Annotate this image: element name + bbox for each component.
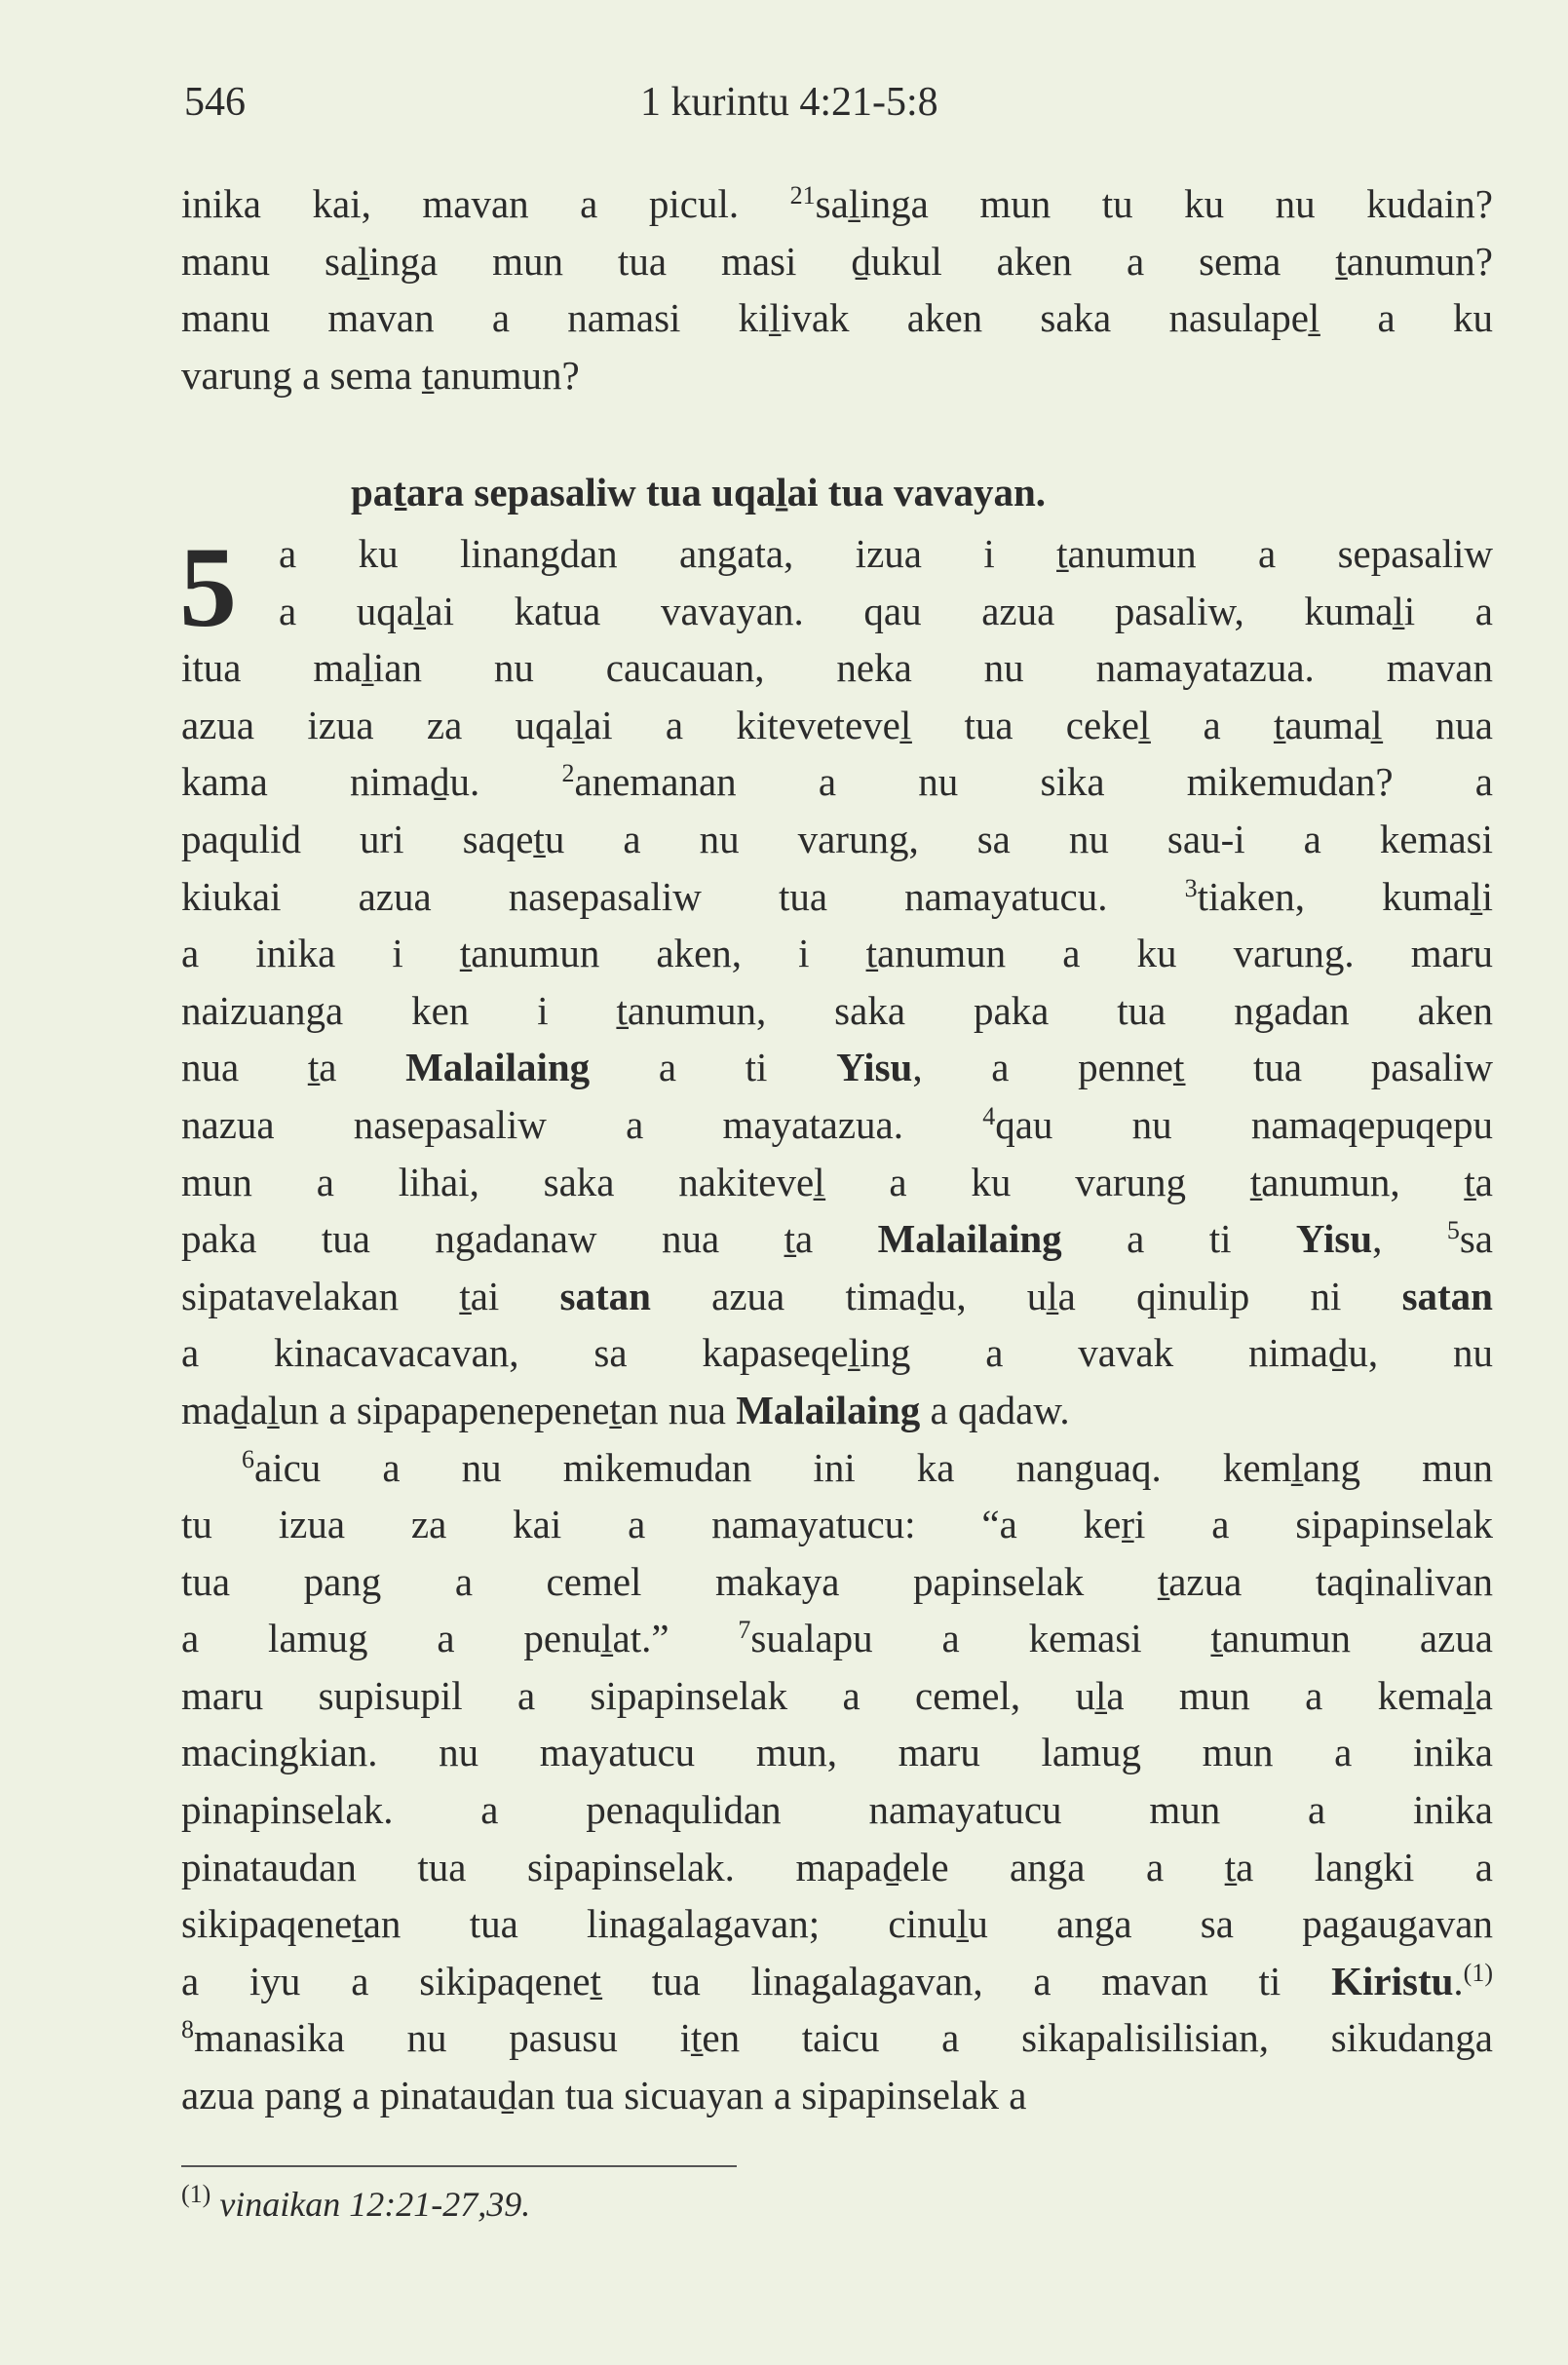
- text-run: .: [1453, 1958, 1464, 2003]
- text-run: pinataudan tua sipapinselak. mapaḏele anga a ṯa langki a: [181, 1844, 1493, 1889]
- text-run: , a penneṯ tua pasaliw: [912, 1045, 1493, 1090]
- text-line: [181, 2009, 1493, 2067]
- section-heading: paṯara sepasaliw tua uqaḻai tua vavayan.: [351, 470, 1047, 515]
- text-run: a lamug a penuḻat.”: [181, 1616, 739, 1661]
- text-line: [181, 347, 1493, 404]
- text-run: kiukai azua nasepasaliw tua namayatucu.: [181, 873, 1185, 919]
- text-line: [181, 1610, 1493, 1667]
- text-line: [181, 1724, 1493, 1781]
- text-line: [181, 1268, 1493, 1325]
- text-run: a ku linangdan angata, izua i ṯanumun a sepasaliw: [279, 531, 1493, 576]
- text-run: varung a sema ṯanumun?: [181, 352, 580, 398]
- bold-term: Kiristu: [1331, 1958, 1454, 2003]
- text-line: [181, 811, 1493, 868]
- text-line: [181, 639, 1493, 697]
- verse-number: (1): [1463, 1958, 1493, 1987]
- bold-term: Yisu: [836, 1045, 913, 1090]
- text-run: manu saḻinga mun tua masi ḏukul aken a sema ṯanumun?: [181, 238, 1493, 284]
- bold-term: satan: [559, 1273, 651, 1318]
- bold-term: Malailaing: [877, 1216, 1062, 1262]
- text-run: anemanan a nu sika mikemudan? a: [574, 759, 1493, 805]
- footnote-marker: (1): [181, 2180, 211, 2208]
- text-run: maru supisupil a sipapinselak a cemel, uḻa mun a kemaḻa: [181, 1672, 1493, 1718]
- text-line: [181, 925, 1493, 982]
- text-run: a inika i ṯanumun aken, i ṯanumun a ku varung. maru: [181, 931, 1493, 976]
- text-run: maḏaḻun a sipapapenepeneṯan nua: [181, 1387, 737, 1432]
- text-run: nazua nasepasaliw a mayatazua.: [181, 1101, 983, 1147]
- chapter-number: 5: [179, 523, 237, 651]
- text-run: azua pang a pinatauḏan tua sicuayan a sipapinselak a: [181, 2073, 1027, 2118]
- text-line: [181, 1496, 1493, 1553]
- footnote: [181, 2181, 530, 2228]
- text-run: sualapu a kemasi ṯanumun azua: [750, 1616, 1493, 1661]
- verse-number: 4: [982, 1101, 996, 1130]
- text-line: [181, 753, 1493, 811]
- text-line: [181, 868, 1493, 926]
- text-run: pinapinselak. a penaqulidan namayatucu mun a inika: [181, 1787, 1493, 1833]
- text-line: [181, 1210, 1493, 1268]
- text-run: ,: [1372, 1216, 1447, 1262]
- text-run: tiaken, kumaḻi: [1197, 873, 1493, 919]
- text-run: nua ṯa: [181, 1045, 406, 1090]
- text-line: [181, 697, 1493, 754]
- text-line: [181, 1953, 1493, 2010]
- text-line: [181, 1324, 1493, 1382]
- text-line: [181, 175, 1493, 233]
- text-run: a kinacavacavan, sa kapaseqeḻing a vavak nimaḏu, nu: [181, 1330, 1493, 1376]
- text-run: mun a lihai, saka nakiteveḻ a ku varung ṯanumun, ṯa: [181, 1159, 1493, 1204]
- text-line: [181, 289, 1493, 347]
- text-line: [181, 1382, 1493, 1439]
- text-line: [181, 2067, 1493, 2124]
- text-run: manu mavan a namasi kiḻivak aken saka nasulapeḻ a ku: [181, 295, 1493, 341]
- bold-term: Malailaing: [405, 1045, 591, 1090]
- verse-number: 7: [738, 1616, 751, 1645]
- text-line: [181, 1781, 1493, 1839]
- page-number: 546: [184, 80, 246, 125]
- text-line: [181, 1154, 1493, 1211]
- text-run: manasika nu pasusu iṯen taicu a sikapalisilisian, sikudanga: [194, 2015, 1493, 2061]
- verse-number: 5: [1446, 1216, 1460, 1245]
- text-line: [181, 1439, 1493, 1497]
- footnote-divider: [181, 2165, 737, 2167]
- chapter-text: [181, 525, 1493, 2124]
- text-line: [181, 982, 1493, 1040]
- text-run: kama nimaḏu.: [181, 759, 562, 805]
- verse-number: 8: [181, 2015, 194, 2044]
- text-run: a iyu a sikipaqeneṯ tua linagalagavan, a mavan ti: [181, 1958, 1332, 2003]
- text-run: a ti: [1061, 1216, 1296, 1262]
- verse-number: 21: [789, 181, 816, 210]
- text-run: saḻinga mun tu ku nu kudain?: [815, 181, 1493, 226]
- text-line: [181, 1839, 1493, 1896]
- text-run: aicu a nu mikemudan ini ka nanguaq. kemḻang mun: [254, 1444, 1493, 1490]
- text-run: itua maḻian nu caucauan, neka nu namayatazua. mavan: [181, 645, 1493, 691]
- text-line: [181, 1096, 1493, 1154]
- bold-term: satan: [1401, 1273, 1493, 1318]
- text-run: macingkian. nu mayatucu mun, maru lamug mun a inika: [181, 1730, 1493, 1775]
- verse-number: 6: [242, 1444, 254, 1473]
- text-run: a uqaḻai katua vavayan. qau azua pasaliw, kumaḻi a: [279, 588, 1493, 633]
- running-title: 1 kurintu 4:21-5:8: [640, 80, 938, 125]
- text-run: paqulid uri saqeṯu a nu varung, sa nu sau-i a kemasi: [181, 816, 1493, 861]
- text-run: tu izua za kai a namayatucu: “a keṟi a sipapinselak: [181, 1502, 1493, 1547]
- text-line: [181, 1553, 1493, 1611]
- bold-term: Malailaing: [736, 1387, 921, 1432]
- text-run: sipatavelakan ṯai: [181, 1273, 560, 1318]
- text-line: [181, 1895, 1493, 1953]
- text-line: [181, 583, 1493, 640]
- text-run: tua pang a cemel makaya papinselak ṯazua taqinalivan: [181, 1558, 1493, 1604]
- text-run: paka tua ngadanaw nua ṯa: [181, 1216, 878, 1262]
- text-run: sa: [1459, 1216, 1493, 1262]
- text-line: [181, 1039, 1493, 1096]
- text-line: [181, 233, 1493, 290]
- text-line: [181, 1667, 1493, 1725]
- text-run: azua timaḏu, uḻa qinulip ni: [650, 1273, 1402, 1318]
- text-run: a qadaw.: [920, 1387, 1070, 1432]
- paragraph-continuation: [181, 175, 1493, 403]
- footnote-text: vinaikan 12:21-27,39.: [219, 2185, 531, 2224]
- text-run: azua izua za uqaḻai a kiteveteveḻ tua cekeḻ a ṯaumaḻ nua: [181, 702, 1493, 747]
- verse-number: 3: [1184, 873, 1198, 902]
- text-run: sikipaqeneṯan tua linagalagavan; cinuḻu anga sa pagaugavan: [181, 1901, 1493, 1947]
- text-run: naizuanga ken i ṯanumun, saka paka tua ngadan aken: [181, 987, 1493, 1033]
- text-line: [181, 525, 1493, 583]
- text-run: a ti: [590, 1045, 837, 1090]
- text-run: inika kai, mavan a picul.: [181, 181, 790, 226]
- verse-number: 2: [561, 759, 575, 788]
- text-run: qau nu namaqepuqepu: [995, 1101, 1493, 1147]
- bold-term: Yisu: [1295, 1216, 1373, 1262]
